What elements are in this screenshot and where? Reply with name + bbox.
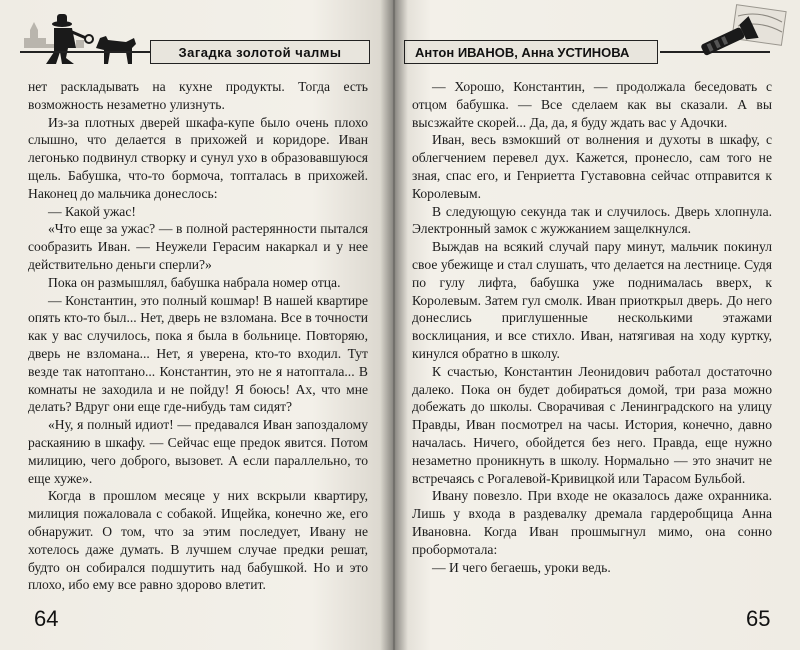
right-page-text: [412, 78, 772, 576]
paragraph: Когда в прошлом месяце у них вскрыли квартиру, милиция пожаловала с собакой. Ищейка, конечно же, его обнаружит. О том, что за этим последует, Ивану не хотелось даже думать. В лучшем случае предки решат, будто он собирался подшутить над бабушкой. Но и это плохо, ибо ему все равно здорово влетит.: [28, 488, 368, 593]
header-rule: [20, 51, 150, 53]
paragraph: Выждав на всякий случай пару минут, мальчик покинул свое убежище и стал слушать, что делается на лестнице. Судя по гулу лифта, бабушка уже поднималась вверх, к Королевым. Затем гул смолк. Иван приоткрыл дверь. До него донеслись приглушенные несколькими этажами восклицания, и все стихло. Иван, натягивая на ходу куртку, кинулся обратно в школу.: [412, 239, 772, 361]
page-number-left: 64: [34, 606, 59, 631]
paragraph: — Какой ужас!: [48, 203, 136, 219]
paragraph: К счастью, Константин Леонидович работал достаточно далеко. Пока он будет добираться домой, три раза можно добежать до школы. Сворачивая с Ленинградского на улицу Правды, Иван посмотрел на часы. История, конечно, давно началась. Ничего, обойдется без него. Правда, еще нужно незаметно проникнуть в школу. Нормально — это значит не встречаясь с Рогалевой-Кривицкой или Тарасом Бульбой.: [412, 363, 772, 486]
right-page: [390, 0, 800, 650]
paragraph: «Ну, я полный идиот! — предавался Иван запоздалому раскаянию в шкафу. — Сейчас еще предок явится. Потом милицию, чего доброго, вызовет. А если параллельно, то еще хуже».: [28, 417, 368, 486]
running-header-right: Антон ИВАНОВ, Анна УСТИНОВА: [404, 40, 658, 64]
left-page-text: [28, 78, 368, 594]
paragraph: Из-за плотных дверей шкафа-купе было очень плохо слышно, что делается в прихожей и коридоре. Иван легонько подвинул створку и сунул ухо в образовавшуюся щель. Бабушка, что-то бормоча, топталась в прихожей. Наконец до мальчика донеслось:: [28, 114, 368, 201]
paragraph: — Хорошо, Константин, — продолжала беседовать с отцом бабушка. — Все сделаем как вы сказали. А вы высзжайте скорей... Да, да, я буду ждать вас у Адочки.: [412, 79, 772, 130]
detective-with-dog-icon: [16, 8, 156, 66]
paragraph: Иван, весь взмокший от волнения и духоты в шкафу, с облегчением перевел дух. Кажется, пронесло, сам того не зная, спас его, и Генриетта Густавовна сейчас отправится к Королевым.: [412, 132, 772, 201]
paragraph: Ивану повезло. При входе не оказалось даже охранника. Лишь у входа в раздевалку дремала гардеробщица Анна Ивановна. Когда Иван прошмыгнул мимо, она сонно пробормотала:: [412, 488, 772, 557]
flashlight-icon: [690, 4, 790, 60]
paragraph: «Что еще за ужас? — в полной растерянности пытался сообразить Иван. — Неужели Герасим накаркал и у нее действительно деньги сперли?»: [28, 221, 368, 272]
left-page: [0, 0, 390, 650]
paragraph: — Константин, это полный кошмар! В нашей квартире опять кто-то был... Нет, дверь не взломана. Все в точности как у вас случилось, пока я была в больнице. Повторяю, дверь не взломана... Нет, я уверена, кто-то входил. Тут везде так натоптано... Константин, это не я натоптала... В комнаты не заходила и не пойду! Я боюсь! Ах, что мне делать? Вдруг они еще где-нибудь там сидят?: [28, 292, 368, 415]
page-number-right: 65: [746, 606, 771, 631]
paragraph: нет раскладывать на кухне продукты. Тогда есть возможность незаметно улизнуть.: [28, 79, 368, 112]
paragraph: В следующую секунда так и случилось. Дверь хлопнула. Электронный замок с жужжанием защелкнулся.: [412, 203, 772, 237]
paragraph: Пока он размышлял, бабушка набрала номер отца.: [48, 274, 341, 290]
running-header-left: Загадка золотой чалмы: [150, 40, 370, 64]
paragraph: — И чего бегаешь, уроки ведь.: [432, 559, 611, 575]
book-gutter: [380, 0, 408, 650]
